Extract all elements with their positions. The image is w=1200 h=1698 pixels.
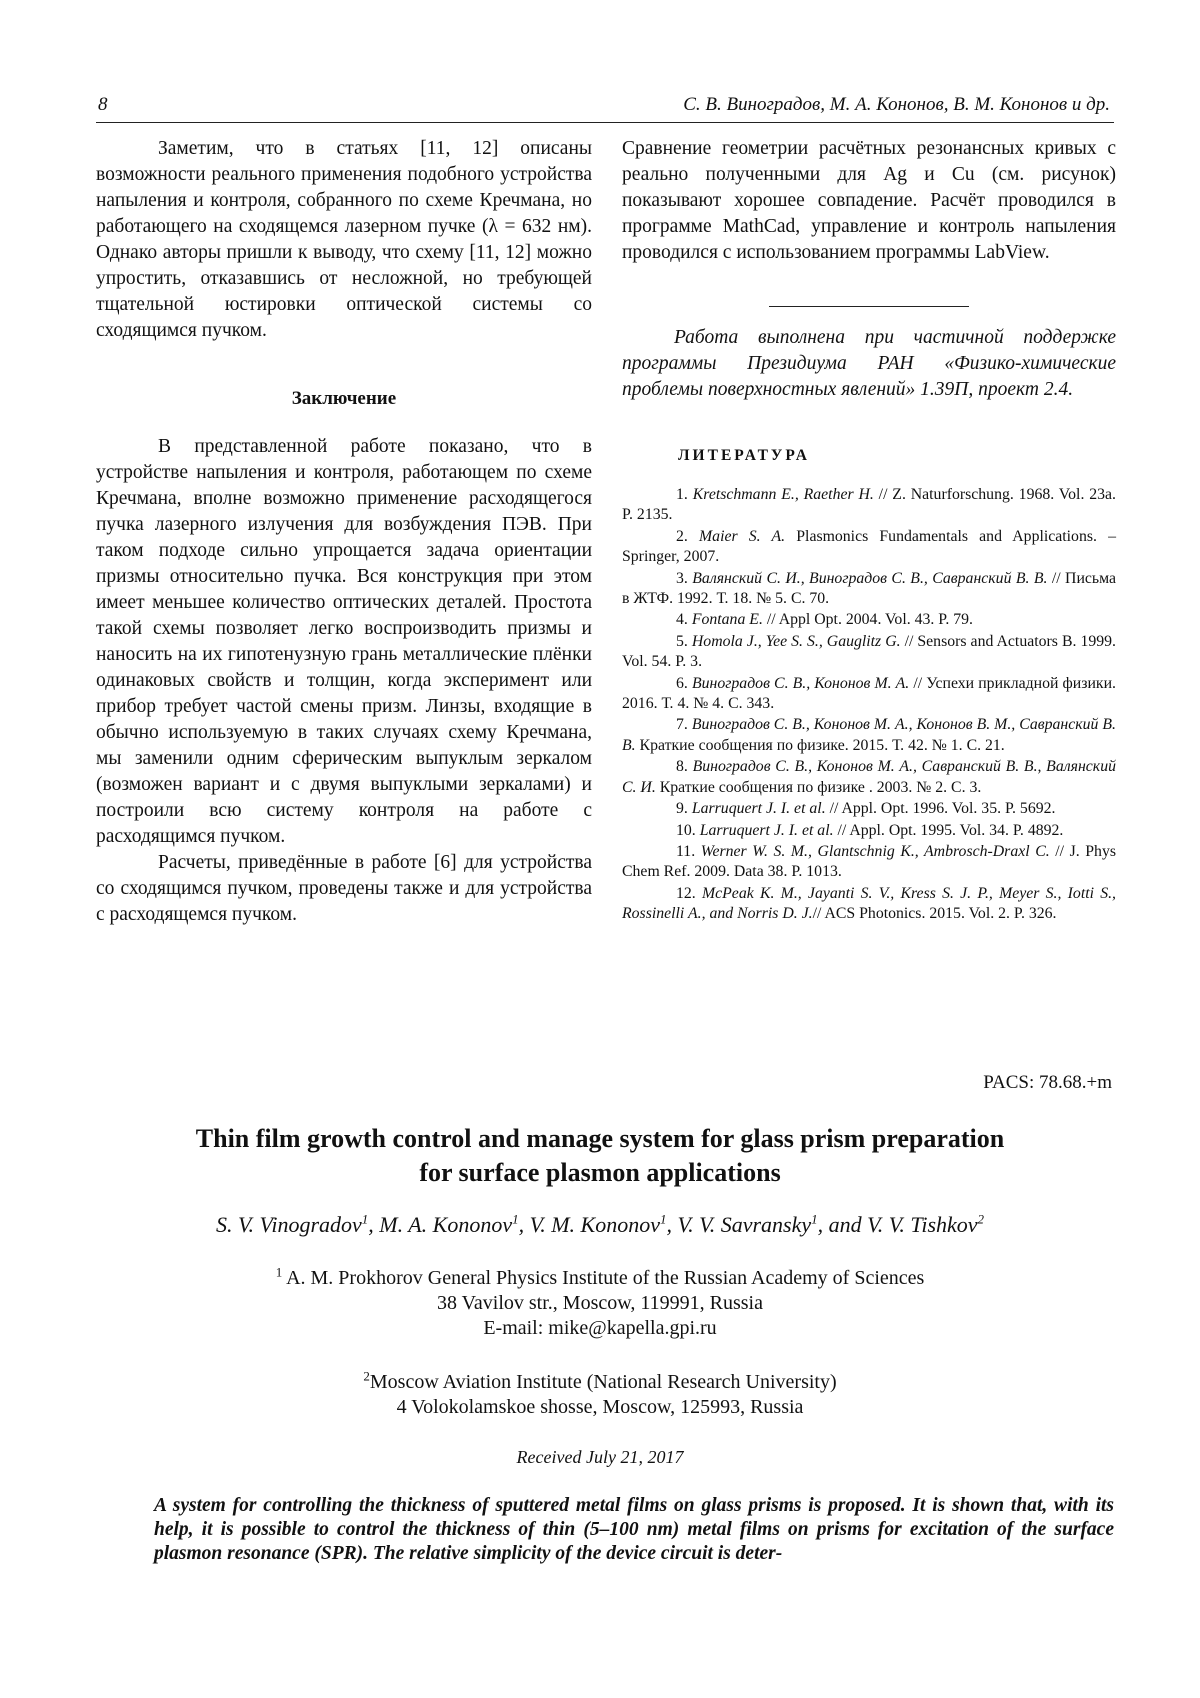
author-byline <box>110 1212 1090 1238</box>
reference-item <box>622 632 1116 673</box>
reference-number: 6. <box>676 674 688 692</box>
reference-source: // Appl. Opt. 1995. Vol. 34. P. 4892. <box>833 821 1064 839</box>
reference-source: Краткие сообщения по физике. 2015. Т. 42. № 1. С. 21. <box>635 736 1005 754</box>
page-number: 8 <box>98 94 108 115</box>
section-divider <box>769 306 969 307</box>
affiliation-1 <box>110 1266 1090 1341</box>
left-paragraph-3: Расчеты, приведённые в работе [6] для устройства со сходящимся пучком, проведены также и для устройства с расходящемся пучком. <box>96 852 592 925</box>
reference-authors: Kretschmann E., Raether H. <box>692 486 874 503</box>
author-affiliation-mark: 1 <box>512 1211 519 1227</box>
reference-source: // Z. Naturforschung. 1968. Vol. 23a. P. 2135. <box>622 486 1116 524</box>
reference-number: 10. <box>676 821 696 839</box>
reference-item <box>622 884 1116 925</box>
author-affiliation-mark: 2 <box>977 1211 985 1227</box>
reference-authors: Fontana E. <box>691 611 763 629</box>
reference-number: 3. <box>676 569 688 587</box>
reference-item <box>622 842 1116 883</box>
author-affiliation-mark: 1 <box>361 1211 369 1227</box>
affiliation-1-name: A. M. Prokhorov General Physics Institute of the Russian Academy of Sciences <box>282 1267 925 1289</box>
reference-item <box>622 715 1116 756</box>
reference-source: // Успехи прикладной физики. 2016. Т. 4. № 4. С. 343. <box>622 674 1116 713</box>
reference-source: Краткие сообщения по физике . 2003. № 2. С. 3. <box>655 778 982 796</box>
reference-number: 7. <box>676 716 688 734</box>
author-name: V. V. Savransky <box>677 1212 812 1237</box>
reference-authors: Виноградов С. В., Кононов М. А., Кононов В. М., Савранский В. В. <box>622 716 1116 754</box>
conclusion-heading: Заключение <box>291 388 397 409</box>
running-header <box>96 92 1114 123</box>
article-title <box>110 1122 1090 1190</box>
reference-source: // Письма в ЖТФ. 1992. Т. 18. № 5. С. 70. <box>622 569 1117 608</box>
reference-authors: Maier S. A. <box>699 527 786 545</box>
title-line-1: Thin film growth control and manage system for glass prism preparation <box>195 1124 1005 1153</box>
reference-authors: Виноградов С. В., Кононов М. А., Савранский В. В., Валянский С. И. <box>622 758 1116 796</box>
reference-item <box>622 610 1116 630</box>
affiliation-2 <box>110 1370 1090 1420</box>
reference-number: 8. <box>676 758 688 776</box>
reference-number: 2. <box>676 527 688 545</box>
reference-number: 9. <box>676 800 688 818</box>
author-affiliation-mark: 1 <box>659 1211 667 1227</box>
reference-item <box>622 757 1116 798</box>
reference-item <box>622 821 1116 841</box>
affiliation-2-mark: 2 <box>363 1368 370 1384</box>
affiliation-2-name: Moscow Aviation Institute (National Research University) <box>369 1371 837 1393</box>
reference-item <box>622 569 1116 610</box>
reference-source: // ACS Photonics. 2015. Vol. 2. P. 326. <box>812 905 1057 923</box>
reference-number: 1. <box>676 486 688 503</box>
reference-source: // Appl Opt. 2004. Vol. 43. P. 79. <box>762 611 973 629</box>
author-name: S. V. Vinogradov <box>215 1212 362 1237</box>
received-date: Received July 21, 2017 <box>516 1447 684 1467</box>
reference-source: // J. Phys Chem Ref. 2009. Data 38. P. 1013. <box>622 842 1117 881</box>
reference-item <box>622 799 1116 819</box>
right-column <box>622 136 1116 925</box>
title-line-2: for surface plasmon applications <box>419 1158 781 1187</box>
author-separator: , <box>518 1212 530 1237</box>
reference-source: Plasmonics Fundamentals and Applications. – Springer, 2007. <box>622 527 1116 566</box>
reference-authors: McPeak K. M., Jayanti S. V., Kress S. J. P., Meyer S., Iotti S., Rossinelli A., and Norris D. J. <box>622 884 1117 923</box>
author-separator: , <box>666 1212 678 1237</box>
left-paragraph-2: В представленной работе показано, что в устройстве напыления и контроля, работающем по схеме Кречмана, вполне возможно применение расходящегося пучка лазерного излучения для возбуждения ПЭВ. При таком подходе сильно упрощается задача ориентации призмы относительно пучка. Вся конструкция при этом имеет меньшее количество оптических деталей. Простота такой схемы позволяет легко воспроизводить призмы и наносить на их гипотенузную грань металлические плёнки одинаковых свойств и толщин, когда эксперимент или прибор требует частой смены призм. Линзы, входящие в обычно используемую в таких случаях схему Кречмана, мы заменили одним сферическим выпуклым зеркалом (возможен вариант и с двумя выпуклыми зеркалами) и построили всю систему контроля на работе с расходящимся пучком. <box>96 436 592 847</box>
acknowledgement: Работа выполнена при частичной поддержке программы Президиума РАН «Физико-химические проблемы поверхностных явлений» 1.39П, проект 2.4. <box>622 327 1116 400</box>
reference-authors: Larruquert J. I. et al. <box>699 821 834 839</box>
literature-heading: ЛИТЕРАТУРА <box>678 447 810 464</box>
running-authors: С. В. Виноградов, М. А. Кононов, В. М. Кононов и др. <box>683 94 1110 115</box>
reference-item <box>622 527 1116 568</box>
author-name: M. A. Kononov <box>379 1212 513 1237</box>
reference-authors: Валянский С. И., Виноградов С. В., Савранский В. В. <box>692 569 1048 587</box>
author-name: V. M. Kononov <box>529 1212 660 1237</box>
author-name: V. V. Tishkov <box>867 1212 978 1237</box>
affiliation-1-mark: 1 <box>275 1264 283 1280</box>
reference-source: // Appl. Opt. 1996. Vol. 35. P. 5692. <box>825 800 1056 818</box>
reference-authors: Homola J., Yee S. S., Gauglitz G. <box>691 632 901 650</box>
reference-source: // Sensors and Actuators B. 1999. Vol. 54. P. 3. <box>622 632 1116 671</box>
reference-authors: Виноградов С. В., Кононов М. А. <box>691 674 910 692</box>
reference-item <box>622 674 1116 715</box>
reference-item <box>622 485 1116 526</box>
contact-email: E-mail: mike@kapella.gpi.ru <box>483 1317 717 1339</box>
pacs-code: PACS: 78.68.+m <box>983 1072 1112 1093</box>
reference-authors: Werner W. S. M., Glantschnig K., Ambrosch-Draxl C. <box>700 842 1050 860</box>
affiliation-1-address: 38 Vavilov str., Moscow, 119991, Russia <box>437 1292 763 1314</box>
right-paragraph-1: Сравнение геометрии расчётных резонансных кривых с реально полученными для Ag и Cu (см. рисунок) показывают хорошее совпадение. Расчёт проводился в программе MathCad, управление и контроль напыления проводился с использованием программы LabView. <box>622 138 1116 263</box>
reference-number: 4. <box>676 611 688 629</box>
reference-authors: Larruquert J. I. et al. <box>691 800 826 818</box>
reference-number: 11. <box>676 842 696 860</box>
affiliation-2-address: 4 Volokolamskoe shosse, Moscow, 125993, Russia <box>396 1396 804 1418</box>
reference-number: 5. <box>676 632 688 650</box>
author-separator: , <box>368 1212 380 1237</box>
reference-number: 12. <box>676 884 696 902</box>
reference-list <box>622 485 1116 925</box>
author-separator: , and <box>817 1212 868 1237</box>
author-affiliation-mark: 1 <box>811 1211 818 1227</box>
left-column <box>96 136 592 928</box>
abstract: A system for controlling the thickness of sputtered metal films on glass prisms is proposed. It is shown that, with its help, it is possible to control the thickness of thin (5–100 nm) metal films on prisms for excitation of the surface plasmon resonance (SPR). The relative simplicity of the device circuit is deter- <box>154 1495 1114 1564</box>
left-paragraph-1: Заметим, что в статьях [11, 12] описаны возможности реального применения подобного устройства напыления и контроля, собранного по схеме Кречмана, но работающего на сходящемся лазерном пучке (λ = 632 нм). Однако авторы пришли к выводу, что схему [11, 12] можно упростить, отказавшись от несложной, но требующей тщательной юстировки оптической системы со сходящимся пучком. <box>96 138 592 341</box>
